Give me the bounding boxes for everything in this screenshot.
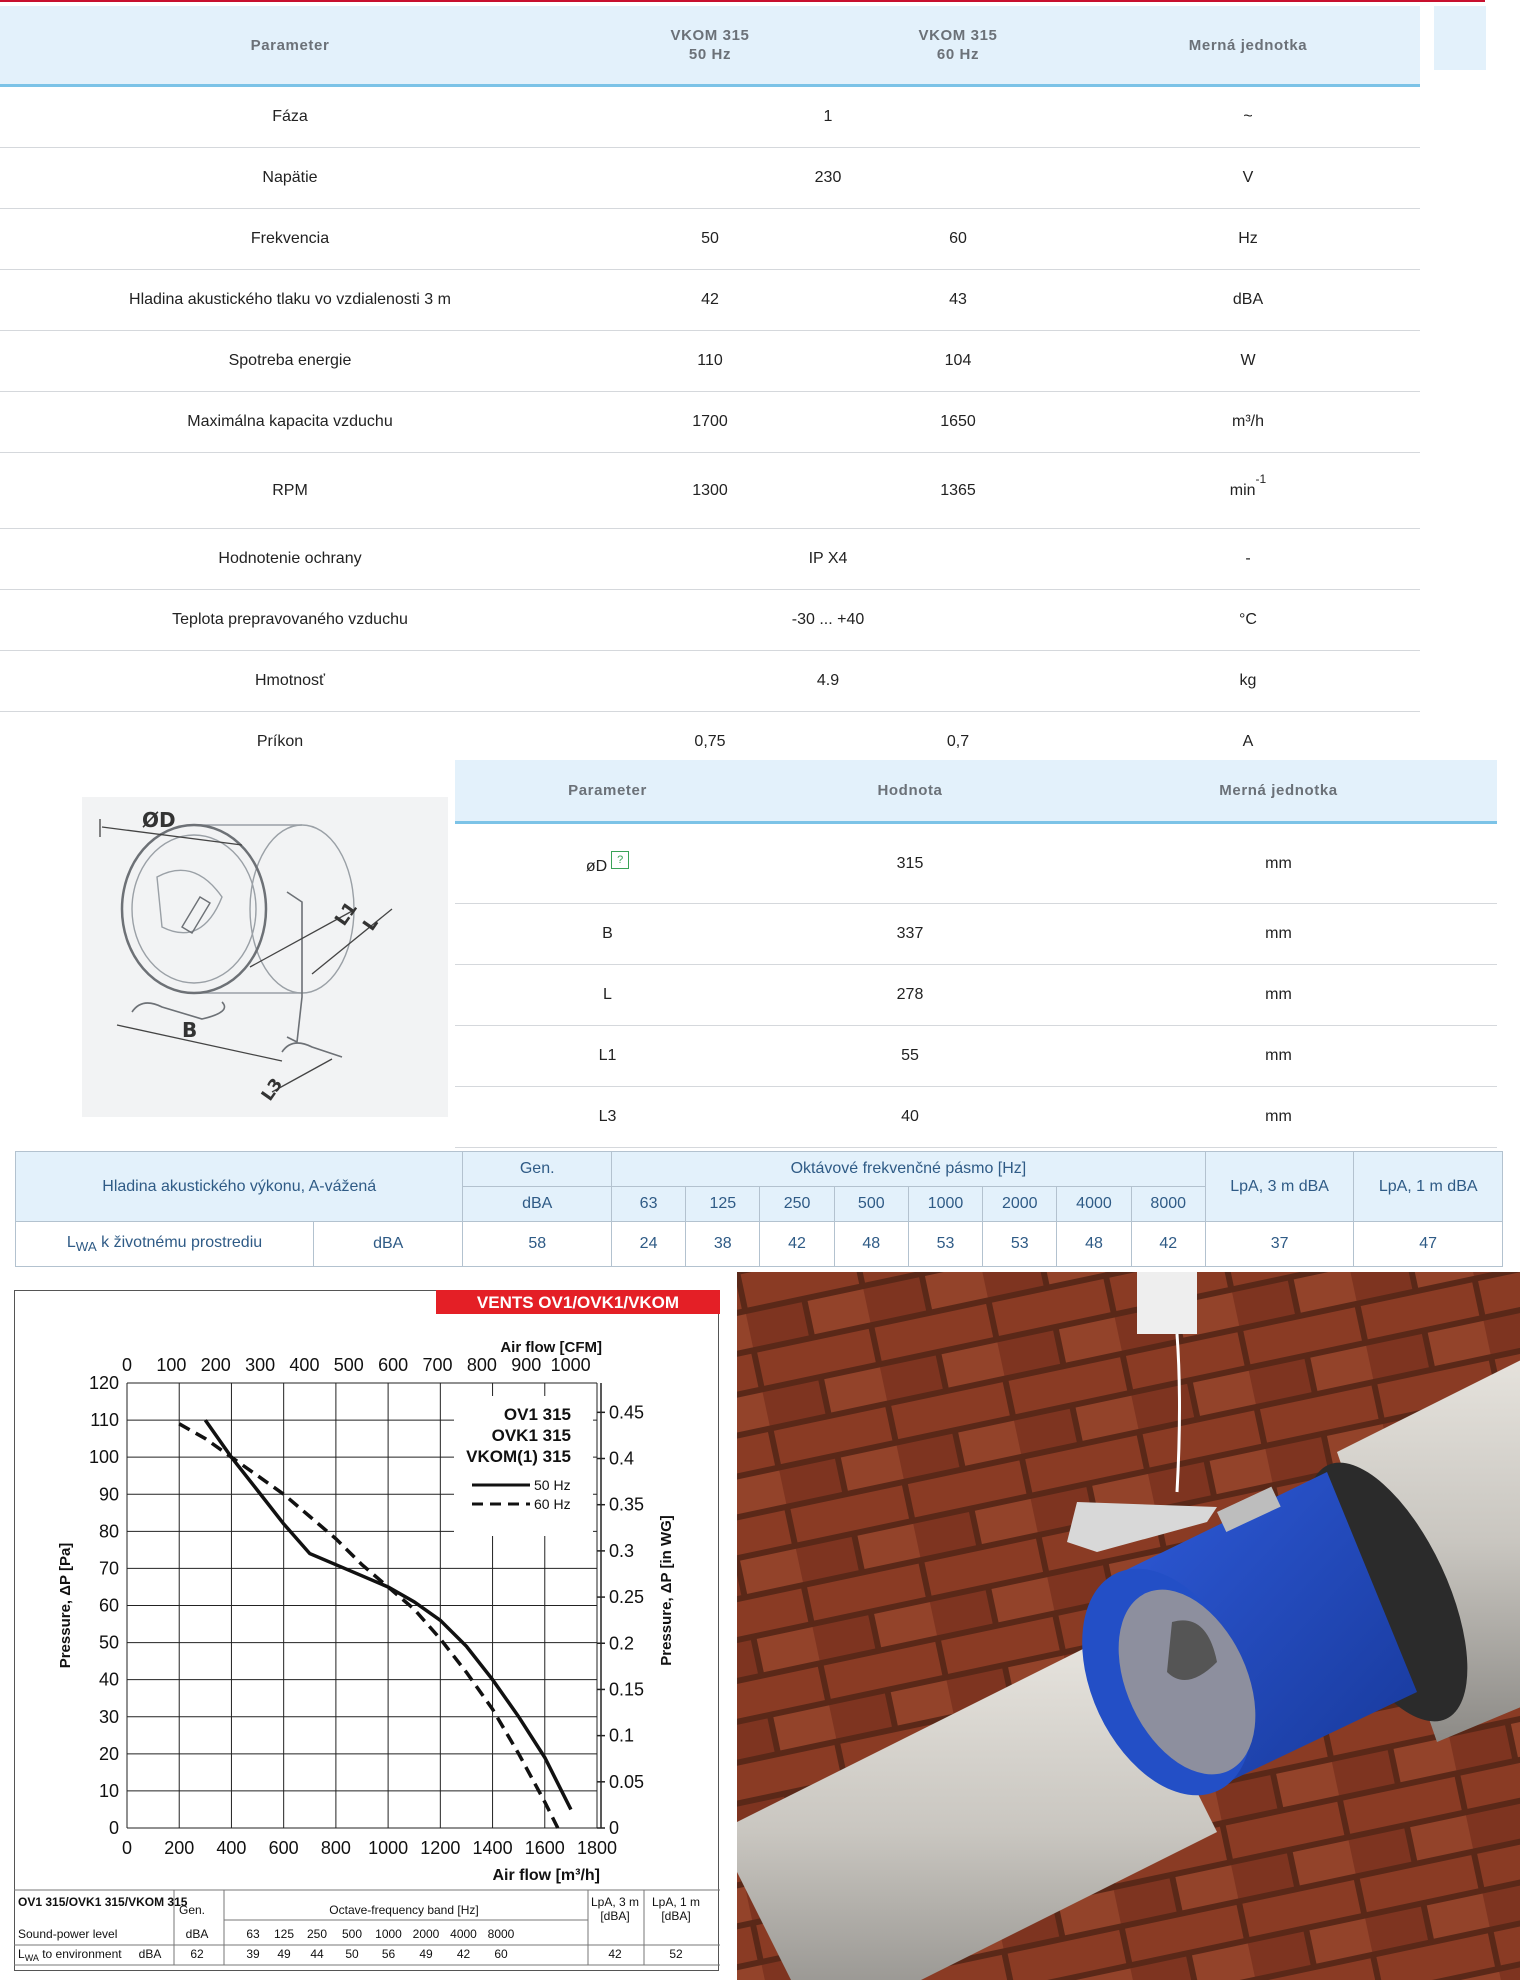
band-header: 125: [686, 1187, 760, 1222]
param-value-60hz: 1365: [840, 453, 1076, 529]
dim-header-value: Hodnota: [760, 760, 1060, 823]
param-label: Teplota prepravovaného vzduchu: [0, 590, 580, 651]
label-l: L: [358, 913, 383, 935]
dim-unit: mm: [1060, 904, 1497, 965]
cfm-tick-label: 1000: [550, 1355, 591, 1375]
param-unit: V: [1076, 148, 1420, 209]
x-tick-label: 1800: [576, 1838, 618, 1858]
x-axis-top-title: Air flow [CFM]: [500, 1339, 602, 1356]
sound-row-gen: 58: [463, 1222, 611, 1267]
band-value: 48: [834, 1222, 908, 1267]
param-unit: °C: [1076, 590, 1420, 651]
sound-gen-header: Gen.: [463, 1152, 611, 1187]
table-row: [0, 529, 1420, 590]
sound-power-table: [15, 1151, 1503, 1267]
param-value-60hz: 104: [840, 331, 1076, 392]
table-band-header: 8000: [487, 1927, 515, 1941]
dim-label: B: [455, 904, 760, 965]
inwg-tick-label: 0.2: [609, 1633, 635, 1654]
dim-value: 315: [760, 823, 1060, 904]
y-tick-label: 10: [98, 1780, 119, 1801]
table-row: [455, 823, 1497, 904]
param-value: -30 ... +40: [580, 590, 1076, 651]
param-value: 230: [580, 148, 1076, 209]
band-header: 4000: [1057, 1187, 1131, 1222]
dim-unit: mm: [1060, 965, 1497, 1026]
inwg-tick-label: 0.1: [609, 1725, 635, 1746]
legend-title-line: OV1 315: [503, 1405, 571, 1424]
param-label: Hladina akustického tlaku vo vzdialenosti 3 m: [0, 270, 580, 331]
table-band-header: 63: [246, 1927, 260, 1941]
param-value-50hz: 1700: [580, 392, 840, 453]
table-band-value: 39: [246, 1947, 260, 1961]
param-label: Maximálna kapacita vzduchu: [0, 392, 580, 453]
cfm-tick-label: 600: [378, 1355, 409, 1375]
x-tick-label: 400: [216, 1838, 247, 1858]
band-value: 53: [908, 1222, 982, 1267]
label-b: B: [182, 1018, 198, 1042]
y-tick-label: 50: [98, 1632, 119, 1653]
table-band-header: 500: [341, 1927, 363, 1941]
label-l3: L3: [257, 1074, 288, 1105]
cfm-tick-label: 800: [466, 1355, 497, 1375]
y-axis-title: Pressure, ΔP [Pa]: [57, 1542, 74, 1669]
label-l1: L1: [330, 898, 362, 930]
param-unit: dBA: [1076, 270, 1420, 331]
param-unit: $\min^{-1}$: [1076, 453, 1420, 529]
dim-label: L: [455, 965, 760, 1026]
sound-row-lpa3: 37: [1205, 1222, 1353, 1267]
performance-chart: [14, 1290, 720, 1972]
table-row: [0, 392, 1420, 453]
inwg-tick-label: 0: [609, 1818, 620, 1838]
band-value: 42: [1131, 1222, 1205, 1267]
dim-value: 337: [760, 904, 1060, 965]
sound-row-lpa1: 47: [1354, 1222, 1503, 1267]
cfm-tick-label: 700: [422, 1355, 453, 1375]
x-tick-label: 200: [164, 1838, 195, 1858]
table-row: [0, 270, 1420, 331]
param-label: Hmotnosť: [0, 651, 580, 712]
param-label: RPM: [0, 453, 580, 529]
table-lpa1-value: 52: [669, 1947, 683, 1961]
table-row1-label: Sound-power level: [18, 1927, 118, 1941]
table-gen: Gen.: [178, 1903, 206, 1917]
performance-chart-svg: [14, 1290, 720, 1972]
inwg-tick-label: 0.4: [609, 1448, 635, 1469]
spec-header-50hz: VKOM 315 50 Hz: [580, 6, 840, 86]
sound-title: Hladina akustického výkonu, A-vážená: [16, 1152, 463, 1222]
inwg-tick-label: 0.15: [609, 1679, 645, 1700]
param-unit: ~: [1076, 86, 1420, 148]
table-row: [0, 453, 1420, 529]
param-value-60hz: 60: [840, 209, 1076, 270]
dimension-table: [455, 760, 1497, 1148]
x-tick-label: 1600: [524, 1838, 565, 1858]
inwg-tick-label: 0.25: [609, 1587, 645, 1608]
band-header: 500: [834, 1187, 908, 1222]
table-gen-value: 62: [190, 1947, 204, 1961]
band-header: 250: [760, 1187, 834, 1222]
legend-title-line: VKOM(1) 315: [466, 1447, 571, 1466]
band-value: 38: [686, 1222, 760, 1267]
band-header: 8000: [1131, 1187, 1205, 1222]
param-value-60hz: 43: [840, 270, 1076, 331]
installation-photo: [737, 1272, 1520, 1980]
table-band-header: 125: [273, 1927, 295, 1941]
table-lpa1-header: LpA, 1 m: [651, 1895, 701, 1909]
param-value-50hz: 110: [580, 331, 840, 392]
y-tick-label: 80: [98, 1521, 119, 1542]
table-band-value: 49: [419, 1947, 433, 1961]
cfm-tick-label: 500: [333, 1355, 364, 1375]
param-value-50hz: 1300: [580, 453, 840, 529]
sound-lpa1-header: LpA, 1 m dBA: [1354, 1152, 1503, 1222]
table-lpa1-header: [dBA]: [661, 1909, 691, 1923]
help-icon[interactable]: ?: [611, 851, 629, 869]
band-header: 63: [611, 1187, 685, 1222]
sound-band-title: Oktávové frekvenčné pásmo [Hz]: [611, 1152, 1205, 1187]
param-unit: Hz: [1076, 209, 1420, 270]
table-row: [0, 331, 1420, 392]
table-band-value: 50: [345, 1947, 359, 1961]
x-axis-title: Air flow [m³/h]: [492, 1867, 600, 1884]
chart-frame: [15, 1291, 719, 1971]
table-band-header: 1000: [375, 1927, 402, 1941]
table-row2-label: $L_{WA}$ to environment: [18, 1947, 122, 1963]
label-diameter: ØD: [142, 808, 176, 832]
y-tick-label: 0: [108, 1818, 119, 1838]
spec-header-parameter: Parameter: [0, 6, 580, 86]
table-band-value: 42: [456, 1947, 471, 1961]
table-row: [455, 1026, 1497, 1087]
chart-banner-text: VENTS OV1/OVK1/VKOM: [476, 1293, 680, 1312]
band-header: 2000: [983, 1187, 1057, 1222]
param-value: IP X4: [580, 529, 1076, 590]
table-row: [455, 1087, 1497, 1148]
dim-value: 40: [760, 1087, 1060, 1148]
sound-row-unit: dBA: [313, 1222, 462, 1267]
dim-unit: mm: [1060, 823, 1497, 904]
legend-label: 50 Hz: [534, 1477, 571, 1493]
y-tick-label: 30: [98, 1706, 119, 1727]
table-band-header: 4000: [450, 1927, 477, 1941]
x-tick-label: 0: [121, 1838, 133, 1858]
cfm-tick-label: 300: [245, 1355, 276, 1375]
spec-header-60hz: VKOM 315 60 Hz: [840, 6, 1076, 86]
cfm-tick-label: 200: [200, 1355, 231, 1375]
param-label: Frekvencia: [0, 209, 580, 270]
table-band-value: 60: [494, 1947, 508, 1961]
param-label: Napätie: [0, 148, 580, 209]
param-value-60hz: 1650: [840, 392, 1076, 453]
band-header: 1000: [908, 1187, 982, 1222]
y-tick-label: 120: [88, 1373, 119, 1393]
y-tick-label: 40: [98, 1669, 119, 1690]
table-model: OV1 315/OVK1 315/VKOM 315: [18, 1895, 188, 1909]
dim-unit: mm: [1060, 1026, 1497, 1087]
dim-label: øD ?: [455, 823, 760, 904]
param-value-50hz: 50: [580, 209, 840, 270]
x-tick-label: 600: [268, 1838, 299, 1858]
top-accent-line: [0, 0, 1485, 2]
band-value: 48: [1057, 1222, 1131, 1267]
table-row: [0, 651, 1420, 712]
table-band-value: 49: [277, 1947, 291, 1961]
table-row: [0, 590, 1420, 651]
y-tick-label: 60: [98, 1595, 119, 1616]
param-value-50hz: 42: [580, 270, 840, 331]
table-row: [0, 86, 1420, 148]
param-label: Príkon: [256, 733, 304, 751]
x-tick-label: 1400: [472, 1838, 513, 1858]
x-tick-label: 800: [320, 1838, 351, 1858]
fan-line-drawing: [82, 797, 448, 1117]
table-row: [0, 148, 1420, 209]
table-row: [455, 904, 1497, 965]
header-stub: [1434, 6, 1486, 70]
dim-label: L1: [455, 1026, 760, 1087]
table-row2-unit: dBA: [138, 1947, 162, 1961]
cfm-tick-label: 400: [289, 1355, 320, 1375]
dim-value: 55: [760, 1026, 1060, 1087]
inwg-tick-label: 0.05: [609, 1771, 645, 1792]
param-unit: kg: [1076, 651, 1420, 712]
dim-header-parameter: Parameter: [455, 760, 760, 823]
param-unit: m³/h: [1076, 392, 1420, 453]
dim-header-unit: Merná jednotka: [1060, 760, 1497, 823]
table-row: [16, 1222, 1503, 1267]
y-tick-label: 100: [88, 1447, 119, 1468]
table-band-value: 56: [381, 1947, 396, 1961]
sound-row-label: $L_{WA}$ k životnému prostrediu: [16, 1222, 314, 1267]
sound-lpa3-header: LpA, 3 m dBA: [1205, 1152, 1353, 1222]
y-axis-right-title: Pressure, ΔP [in WG]: [658, 1515, 675, 1666]
legend-label: 60 Hz: [534, 1496, 571, 1512]
band-value: 53: [983, 1222, 1057, 1267]
param-label: Fáza: [0, 86, 580, 148]
band-value: 24: [611, 1222, 685, 1267]
fan-installation-image: [737, 1272, 1520, 1980]
param-unit: -: [1076, 529, 1420, 590]
y-tick-label: 20: [98, 1743, 119, 1764]
param-value: 4.9: [580, 651, 1076, 712]
sound-dba-header: dBA: [463, 1187, 611, 1222]
table-band-title: Octave-frequency band [Hz]: [329, 1903, 479, 1917]
table-lpa3-header: LpA, 3 m: [590, 1895, 640, 1909]
specification-table: [0, 6, 1420, 773]
y-tick-label: 90: [98, 1484, 119, 1505]
cfm-tick-label: 900: [511, 1355, 542, 1375]
param-unit: A: [1076, 712, 1420, 773]
param-label: Hodnotenie ochrany: [0, 529, 580, 590]
cfm-tick-label: 0: [121, 1355, 133, 1375]
spec-header-unit: Merná jednotka: [1076, 6, 1420, 86]
param-label: Spotreba energie: [0, 331, 580, 392]
x-tick-label: 1000: [368, 1838, 409, 1858]
inwg-tick-label: 0.3: [609, 1540, 635, 1561]
table-lpa3-header: [dBA]: [600, 1909, 630, 1923]
y-tick-label: 110: [90, 1410, 119, 1431]
param-value-50hz: 0,75: [580, 712, 840, 773]
inwg-tick-label: 0.35: [609, 1494, 645, 1515]
param-value: 1: [580, 86, 1076, 148]
band-value: 42: [760, 1222, 834, 1267]
table-band-header: 250: [306, 1927, 328, 1941]
table-dba-header: dBA: [185, 1927, 209, 1941]
table-lpa3-value: 42: [608, 1947, 622, 1961]
dim-label: L3: [455, 1087, 760, 1148]
y-tick-label: 70: [98, 1558, 119, 1579]
dim-unit: mm: [1060, 1087, 1497, 1148]
table-band-header: 2000: [412, 1927, 440, 1941]
table-row: [0, 209, 1420, 270]
param-unit: W: [1076, 331, 1420, 392]
legend-title-line: OVK1 315: [491, 1426, 571, 1445]
inwg-tick-label: 0.45: [609, 1402, 645, 1423]
table-row: [455, 965, 1497, 1026]
x-tick-label: 1200: [420, 1838, 461, 1858]
dimension-drawing: [82, 797, 448, 1117]
param-value-60hz: 0,7: [840, 712, 1076, 773]
dim-value: 278: [760, 965, 1060, 1026]
cfm-tick-label: 100: [156, 1355, 187, 1375]
table-band-value: 44: [310, 1947, 324, 1961]
